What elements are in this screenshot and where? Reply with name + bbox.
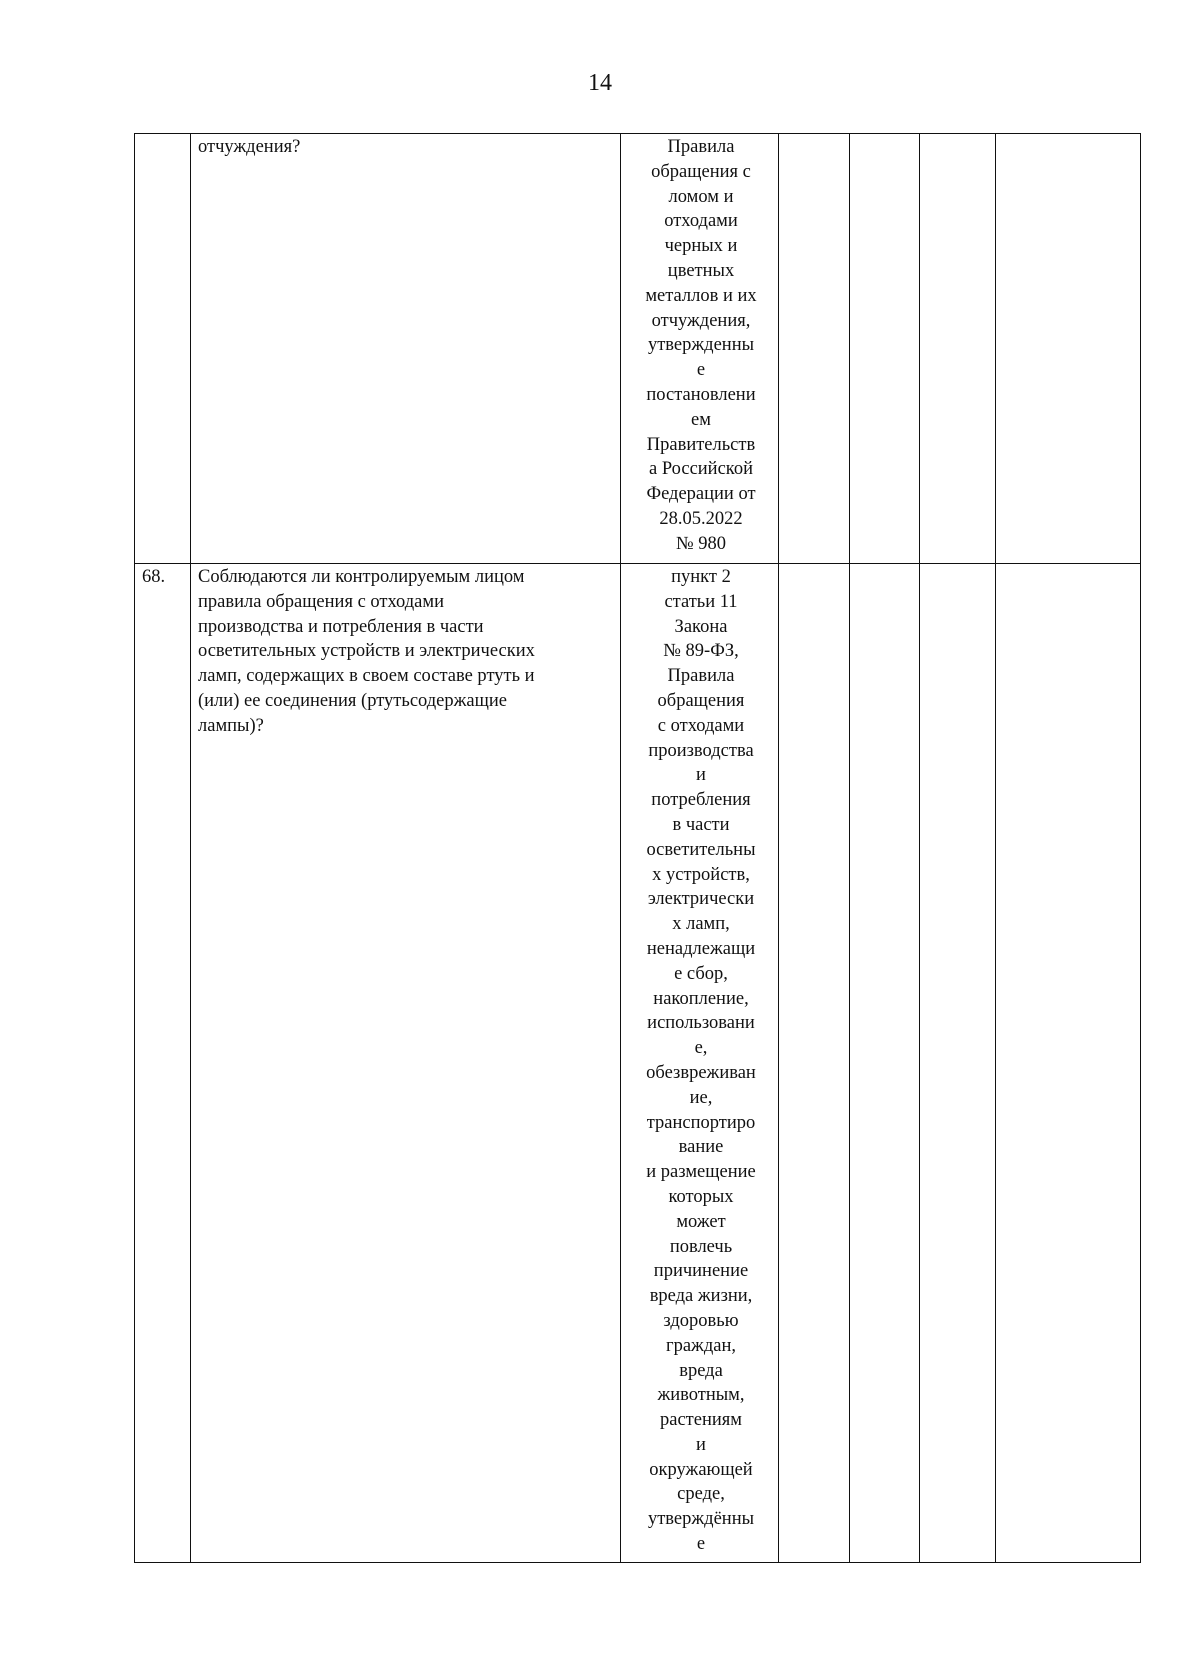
answer-na-cell [920, 134, 996, 564]
reference-line: обращения [657, 690, 745, 711]
reference-line: ем [691, 409, 711, 430]
reference-line: цветных [667, 260, 735, 281]
reference-line: ломом и [668, 186, 734, 207]
note-cell [996, 134, 1141, 564]
reference-line: пункт 2 [671, 567, 731, 587]
reference-line: х устройств, [652, 864, 750, 885]
reference-line: и [696, 1434, 706, 1455]
reference-line: постановлени [646, 384, 756, 405]
reference-line: металлов и их [645, 285, 757, 306]
reference-line: потребления [651, 790, 751, 811]
reference-line: транспортиро [646, 1112, 756, 1133]
reference-line: статьи 11 [664, 591, 738, 612]
reference-line: с отходами [657, 715, 745, 736]
reference-line: накопление, [653, 988, 749, 1009]
reference-line: производства [648, 740, 754, 761]
question-text: отчуждения? [191, 134, 621, 564]
reference-line: обращения с [651, 161, 751, 182]
page-number: 14 [588, 70, 612, 96]
reference-line: Федерации от [646, 484, 756, 505]
reference-line: е [696, 360, 706, 381]
reference-line: осветительны [646, 839, 756, 860]
reference-line: ненадлежащи [646, 938, 756, 959]
question-text: Соблюдаются ли контролируемым лицом правила обращения с отходами производства и потребления в части осветительных устройств и электрических ламп, содержащих в своем составе ртуть и (или) ее соединения (ртутьсодержащие лампы)? [191, 564, 621, 1563]
reference-line: электрически [647, 889, 755, 910]
reference-line: Правительств [646, 434, 756, 455]
reference-line: х ламп, [672, 914, 730, 935]
reference-line: утверждённы [647, 1509, 755, 1530]
reference-line: и [696, 765, 706, 786]
answer-no-cell [850, 564, 920, 1563]
reference-line: растениям [660, 1410, 742, 1431]
row-number [135, 134, 191, 564]
reference-line: обезвреживан [646, 1062, 756, 1083]
reference-line: 28.05.2022 [659, 508, 743, 529]
reference-line: ие, [689, 1087, 713, 1108]
legal-reference [621, 564, 779, 1563]
reference-line: № 89-ФЗ, [663, 641, 739, 662]
reference-line: отходами [664, 211, 738, 232]
answer-no-cell [850, 134, 920, 564]
legal-reference [621, 134, 779, 564]
reference-line: № 980 [675, 533, 727, 554]
answer-yes-cell [779, 134, 850, 564]
reference-line: может [676, 1211, 726, 1232]
reference-line: животным, [657, 1385, 745, 1406]
reference-line: Закона [674, 616, 728, 637]
reference-line: отчуждения, [651, 310, 751, 331]
reference-line: вреда [679, 1360, 723, 1381]
reference-line: причинение [653, 1261, 749, 1282]
reference-line: е сбор, [674, 963, 728, 984]
reference-line: утвержденны [647, 335, 755, 356]
answer-na-cell [920, 564, 996, 1563]
reference-line: Правила [667, 666, 735, 687]
reference-line: окружающей [649, 1459, 753, 1480]
reference-line: Правила [667, 137, 735, 157]
reference-line: и размещение [646, 1162, 756, 1183]
table-row [135, 134, 1141, 564]
reference-line: использовани [647, 1013, 755, 1034]
reference-line: вреда жизни, [649, 1286, 753, 1307]
reference-line: черных и [664, 236, 738, 257]
reference-line: которых [668, 1186, 734, 1207]
row-number: 68. [135, 564, 191, 1563]
reference-line: а Российской [648, 459, 753, 480]
reference-line: в части [672, 814, 730, 835]
note-cell [996, 564, 1141, 1563]
checklist-table [134, 133, 1141, 1563]
reference-line: е, [694, 1038, 708, 1059]
table-row [135, 564, 1141, 1563]
reference-line: вание [678, 1137, 724, 1158]
reference-line: е [696, 1534, 706, 1555]
answer-yes-cell [779, 564, 850, 1563]
reference-line: граждан, [666, 1335, 736, 1356]
reference-line: здоровью [663, 1310, 739, 1331]
reference-line: среде, [677, 1484, 725, 1505]
reference-line: повлечь [669, 1236, 733, 1257]
